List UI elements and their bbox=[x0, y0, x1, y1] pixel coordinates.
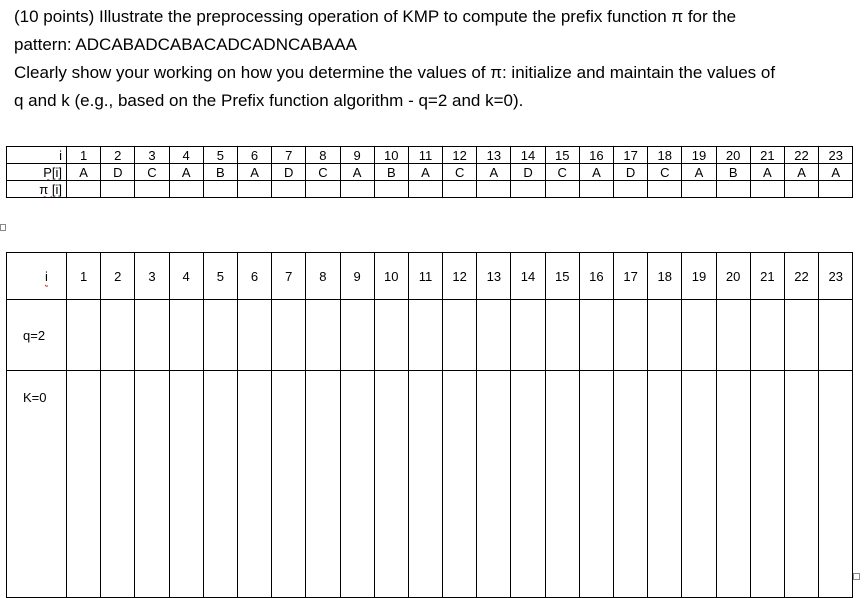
index-cell[interactable]: 12 bbox=[443, 147, 477, 164]
k-cell[interactable] bbox=[306, 371, 340, 598]
k-cell[interactable] bbox=[648, 371, 682, 598]
pi-cell[interactable] bbox=[545, 181, 579, 198]
index-cell[interactable]: 7 bbox=[272, 147, 306, 164]
q-cell[interactable] bbox=[545, 300, 579, 371]
pattern-cell[interactable]: A bbox=[237, 164, 271, 181]
pattern-cell[interactable]: B bbox=[374, 164, 408, 181]
working-index-cell[interactable]: 8 bbox=[306, 253, 340, 300]
working-index-cell[interactable]: 3 bbox=[135, 253, 169, 300]
pattern-cell[interactable]: D bbox=[511, 164, 545, 181]
pi-row bbox=[7, 181, 853, 198]
pi-cell[interactable] bbox=[511, 181, 545, 198]
pi-cell[interactable] bbox=[750, 181, 784, 198]
pi-cell[interactable] bbox=[784, 181, 818, 198]
pattern-cell[interactable]: C bbox=[545, 164, 579, 181]
index-cell[interactable]: 9 bbox=[340, 147, 374, 164]
pi-cell[interactable] bbox=[682, 181, 716, 198]
q-cell[interactable] bbox=[169, 300, 203, 371]
q-cell[interactable] bbox=[374, 300, 408, 371]
k-cell[interactable] bbox=[682, 371, 716, 598]
pattern-cell[interactable]: A bbox=[784, 164, 818, 181]
k-cell[interactable] bbox=[135, 371, 169, 598]
q-cell[interactable] bbox=[203, 300, 237, 371]
pattern-cell[interactable]: A bbox=[682, 164, 716, 181]
working-index-cell[interactable]: 4 bbox=[169, 253, 203, 300]
index-cell[interactable]: 17 bbox=[614, 147, 648, 164]
row-label-p: P[i] bbox=[7, 164, 67, 181]
row-label-i: i bbox=[7, 147, 67, 164]
pattern-cell[interactable]: D bbox=[101, 164, 135, 181]
pattern-cell[interactable]: A bbox=[408, 164, 442, 181]
index-cell[interactable]: 3 bbox=[135, 147, 169, 164]
working-index-cell[interactable]: 23 bbox=[819, 253, 853, 300]
table-move-handle-icon[interactable] bbox=[0, 224, 6, 231]
k-cell[interactable] bbox=[203, 371, 237, 598]
working-index-cell[interactable]: 21 bbox=[750, 253, 784, 300]
index-cell[interactable]: 2 bbox=[101, 147, 135, 164]
table-resize-handle-icon[interactable] bbox=[853, 573, 860, 580]
working-index-cell[interactable]: 19 bbox=[682, 253, 716, 300]
q-row bbox=[7, 300, 853, 371]
index-cell[interactable]: 13 bbox=[477, 147, 511, 164]
index-cell[interactable]: 15 bbox=[545, 147, 579, 164]
q-cell[interactable] bbox=[306, 300, 340, 371]
q-cell[interactable] bbox=[716, 300, 750, 371]
q-cell[interactable] bbox=[67, 300, 101, 371]
question-line-3: Clearly show your working on how you determine the values of π: initialize and maintain the values of bbox=[14, 63, 776, 82]
q-cell[interactable] bbox=[272, 300, 306, 371]
index-cell[interactable]: 4 bbox=[169, 147, 203, 164]
k-row bbox=[7, 371, 853, 598]
q-cell[interactable] bbox=[511, 300, 545, 371]
question-line-4: q and k (e.g., based on the Prefix function algorithm - q=2 and k=0). bbox=[14, 91, 524, 110]
q-cell[interactable] bbox=[135, 300, 169, 371]
index-cell[interactable]: 23 bbox=[819, 147, 853, 164]
k-cell[interactable] bbox=[101, 371, 135, 598]
q-cell[interactable] bbox=[682, 300, 716, 371]
row-label-k: K=0 bbox=[7, 371, 67, 598]
pi-cell[interactable] bbox=[237, 181, 271, 198]
index-cell[interactable]: 6 bbox=[237, 147, 271, 164]
q-cell[interactable] bbox=[477, 300, 511, 371]
k-cell[interactable] bbox=[340, 371, 374, 598]
row-label-q: q=2 bbox=[7, 300, 67, 371]
q-cell[interactable] bbox=[579, 300, 613, 371]
pattern-cell[interactable]: B bbox=[716, 164, 750, 181]
index-cell[interactable]: 1 bbox=[67, 147, 101, 164]
working-index-cell[interactable]: 20 bbox=[716, 253, 750, 300]
q-cell[interactable] bbox=[819, 300, 853, 371]
working-index-cell[interactable]: 14 bbox=[511, 253, 545, 300]
index-cell[interactable]: 21 bbox=[750, 147, 784, 164]
working-index-cell[interactable]: 10 bbox=[374, 253, 408, 300]
pi-cell[interactable] bbox=[101, 181, 135, 198]
working-index-cell[interactable]: 18 bbox=[648, 253, 682, 300]
pattern-cell[interactable]: D bbox=[272, 164, 306, 181]
pi-cell[interactable] bbox=[443, 181, 477, 198]
pattern-cell[interactable]: C bbox=[443, 164, 477, 181]
k-cell[interactable] bbox=[237, 371, 271, 598]
working-index-cell[interactable]: 12 bbox=[443, 253, 477, 300]
working-index-row bbox=[7, 253, 853, 300]
q-cell[interactable] bbox=[408, 300, 442, 371]
working-index-cell[interactable]: 1 bbox=[67, 253, 101, 300]
index-cell[interactable]: 18 bbox=[648, 147, 682, 164]
pattern-cell[interactable]: A bbox=[750, 164, 784, 181]
index-cell[interactable]: 16 bbox=[579, 147, 613, 164]
pi-cell[interactable] bbox=[67, 181, 101, 198]
index-cell[interactable]: 8 bbox=[306, 147, 340, 164]
q-cell[interactable] bbox=[750, 300, 784, 371]
working-table bbox=[6, 252, 853, 598]
k-cell[interactable] bbox=[614, 371, 648, 598]
q-cell[interactable] bbox=[614, 300, 648, 371]
index-cell[interactable]: 19 bbox=[682, 147, 716, 164]
k-cell[interactable] bbox=[545, 371, 579, 598]
pi-cell[interactable] bbox=[477, 181, 511, 198]
k-cell[interactable] bbox=[67, 371, 101, 598]
prefix-table bbox=[6, 146, 853, 198]
q-cell[interactable] bbox=[648, 300, 682, 371]
k-cell[interactable] bbox=[408, 371, 442, 598]
pattern-row bbox=[7, 164, 853, 181]
pi-cell[interactable] bbox=[579, 181, 613, 198]
pi-cell[interactable] bbox=[374, 181, 408, 198]
pattern-cell[interactable]: A bbox=[340, 164, 374, 181]
question-text bbox=[14, 3, 864, 115]
index-cell[interactable]: 11 bbox=[408, 147, 442, 164]
k-cell[interactable] bbox=[750, 371, 784, 598]
q-cell[interactable] bbox=[340, 300, 374, 371]
working-index-cell[interactable]: 5 bbox=[203, 253, 237, 300]
pattern-cell[interactable]: C bbox=[648, 164, 682, 181]
working-index-cell[interactable]: 13 bbox=[477, 253, 511, 300]
pi-cell[interactable] bbox=[272, 181, 306, 198]
pattern-cell[interactable]: A bbox=[67, 164, 101, 181]
working-index-cell[interactable]: 11 bbox=[408, 253, 442, 300]
q-cell[interactable] bbox=[784, 300, 818, 371]
working-index-cell[interactable]: 6 bbox=[237, 253, 271, 300]
working-index-cell[interactable]: 17 bbox=[614, 253, 648, 300]
question-line-2: pattern: ADCABADCABACADCADNCABAAA bbox=[14, 35, 357, 54]
k-cell[interactable] bbox=[511, 371, 545, 598]
pattern-cell[interactable]: A bbox=[819, 164, 853, 181]
k-cell[interactable] bbox=[579, 371, 613, 598]
k-cell[interactable] bbox=[716, 371, 750, 598]
k-cell[interactable] bbox=[443, 371, 477, 598]
pattern-cell[interactable]: A bbox=[579, 164, 613, 181]
pattern-cell[interactable]: C bbox=[306, 164, 340, 181]
k-cell[interactable] bbox=[169, 371, 203, 598]
k-cell[interactable] bbox=[819, 371, 853, 598]
pattern-cell[interactable]: A bbox=[477, 164, 511, 181]
row-label-pi: π [i] bbox=[7, 181, 67, 198]
question-line-1: (10 points) Illustrate the preprocessing operation of KMP to compute the prefix function π for the bbox=[14, 7, 737, 26]
pi-cell[interactable] bbox=[306, 181, 340, 198]
index-cell[interactable]: 5 bbox=[203, 147, 237, 164]
working-index-cell[interactable]: 2 bbox=[101, 253, 135, 300]
index-cell[interactable]: 20 bbox=[716, 147, 750, 164]
k-cell[interactable] bbox=[374, 371, 408, 598]
pi-cell[interactable] bbox=[408, 181, 442, 198]
pattern-cell[interactable]: C bbox=[135, 164, 169, 181]
pi-cell[interactable] bbox=[203, 181, 237, 198]
pi-cell[interactable] bbox=[169, 181, 203, 198]
working-index-cell[interactable]: 22 bbox=[784, 253, 818, 300]
index-row bbox=[7, 147, 853, 164]
pi-cell[interactable] bbox=[819, 181, 853, 198]
k-cell[interactable] bbox=[477, 371, 511, 598]
pi-cell[interactable] bbox=[340, 181, 374, 198]
working-index-cell[interactable]: 9 bbox=[340, 253, 374, 300]
working-index-cell[interactable]: 15 bbox=[545, 253, 579, 300]
pi-cell[interactable] bbox=[135, 181, 169, 198]
index-cell[interactable]: 22 bbox=[784, 147, 818, 164]
q-cell[interactable] bbox=[237, 300, 271, 371]
pattern-cell[interactable]: A bbox=[169, 164, 203, 181]
pi-cell[interactable] bbox=[716, 181, 750, 198]
pi-cell[interactable] bbox=[614, 181, 648, 198]
q-cell[interactable] bbox=[101, 300, 135, 371]
pattern-cell[interactable]: B bbox=[203, 164, 237, 181]
index-cell[interactable]: 14 bbox=[511, 147, 545, 164]
index-cell[interactable]: 10 bbox=[374, 147, 408, 164]
q-cell[interactable] bbox=[443, 300, 477, 371]
pi-cell[interactable] bbox=[648, 181, 682, 198]
working-index-cell[interactable]: 7 bbox=[272, 253, 306, 300]
row-label-i: i bbox=[7, 253, 67, 300]
working-index-cell[interactable]: 16 bbox=[579, 253, 613, 300]
k-cell[interactable] bbox=[272, 371, 306, 598]
k-cell[interactable] bbox=[784, 371, 818, 598]
pattern-cell[interactable]: D bbox=[614, 164, 648, 181]
